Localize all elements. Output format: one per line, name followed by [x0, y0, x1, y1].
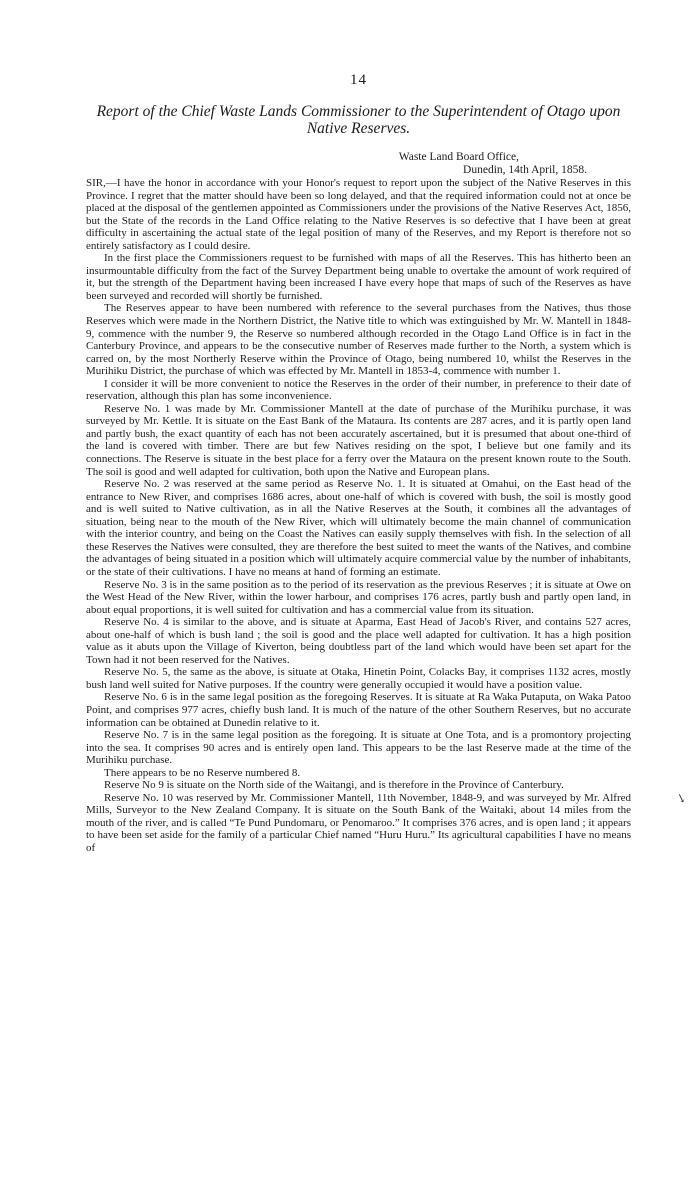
paragraph-reserve-1: Reserve No. 1 was made by Mr. Commissioner Mantell at the date of purchase of the Murihiku purchase, it was surveyed by Mr. Kettle. It is situate on the East Bank of the Mataura. Its contents are 287 acres, and it is partly open land and partly bush, the exact quantity of each has not been accurately ascertained, but it is presumed that about one-third of the land is covered with timber. There are but few Natives residing on the spot, I believe but one family and its connections. The Reserve is situate in the best place for a ferry over the Mataura on the present known route to the South. The soil is good and well adapted for cultivation, both upon the Native and European plans. [86, 402, 631, 478]
address-office: Waste Land Board Office, [398, 151, 519, 163]
paragraph-reserve-10: Reserve No. 10 was reserved by Mr. Commissioner Mantell, 11th November, 1848-9, and was surveyed by Mr. Alfred Mills, Surveyor to the New Zealand Company. It is situate on the South Bank of the Waitaki, about 14 miles from the mouth of the river, and is called “Te Pund Pundomaru, or Penomaroo.” It comprises 376 acres, and is open land ; it appears to have been set aside for the family of a particular Chief named “Huru Huru.” Its agricultural capabilities I have no means of [86, 791, 631, 854]
paragraph-reserve-4: Reserve No. 4 is similar to the above, and is situate at Aparma, East Head of Jacob's River, and contains 527 acres, about one-half of which is bush land ; the soil is good and the place well adapted for cultivation. It has a high position value as it abuts upon the Village of Kiverton, being doubtless part of the land which would have been set apart for the Town had it not been reserved for the Natives. [86, 616, 631, 666]
paragraph-reserve-7: Reserve No. 7 is in the same legal position as the foregoing. It is situate at One Tota, and is a promontory projecting into the sea. It comprises 90 acres and is entirely open land. This appears to be the last Reserve made at the time of the Murihiku purchase. [86, 729, 631, 767]
margin-tick-mark: ↘ [674, 789, 689, 807]
paragraph-reserve-8: There appears to be no Reserve numbered 8. [104, 766, 301, 779]
paragraph-reserve-5: Reserve No. 5, the same as the above, is situate at Otaka, Hinetin Point, Colacks Bay, it comprises 1132 acres, mostly bush land well suited for Native purposes. If the country were generally occupied it would have a position value. [86, 666, 631, 691]
paragraph-maps: In the first place the Commissioners request to be furnished with maps of all the Reserves. This has hitherto been an insurmountable difficulty from the fact of the Survey Department being unable to overtake the amount of work required of it, but the strength of the Department having been increased I have every hope that maps of such of the Reserves as have been surveyed and recorded will shortly be furnished. [86, 252, 631, 302]
paragraph-reserve-2: Reserve No. 2 was reserved at the same period as Reserve No. 1. It is situated at Omahui, on the East head of the entrance to New River, and comprises 1686 acres, about one-half of which is covered with bush, the soil is mostly good and is well suited to Native cultivation, as in all the Native Reserves at the South, it combines all the advantages of situation, being near to the mouth of the New River, which will ultimately become the main channel of communication with the interior country, and being on the Coast the Natives can easily supply themselves with fish. In the selection of all these Reserves the Natives were consulted, they are therefore the best suited to meet the wants of the Natives, and combine the advantages of being situated in a position which will ultimately acquire commercial value by the number of inhabitants, or the state of their cultivations. I have no means at hand of forming an estimate. [86, 478, 631, 578]
address-block [86, 151, 631, 177]
paragraph-reserve-6: Reserve No. 6 is in the same legal position as the foregoing Reserves. It is situate at Ra Waka Putaputa, on Waka Patoo Point, and comprises 977 acres, chiefly bush land. It is much of the nature of the other Southern Reserves, but no accurate information can be obtained at Dunedin relative to it. [86, 691, 631, 729]
address-date: Dunedin, 14th April, 1858. [463, 164, 587, 176]
paragraph-order: I consider it will be more convenient to notice the Reserves in the order of their number, in preference to their date of reservation, although this plan has some inconvenience. [86, 377, 631, 403]
paragraph-numbering: The Reserves appear to have been numbered with reference to the several purchases from the Natives, thus those Reserves which were made in the Northern District, the Native title to which was extinguished by Mr. W. Mantell in 1848-9, commence with the number 9, the Reserve so numbered although recorded in the Otago Land Office is in fact in the Canterbury Province, and appears to be the consecutive number of Reserves made further to the North, a system which is carred on, by the most Northerly Reserve within the Province of Otago, being numbered 10, whilst the Reserves in the Murihiku District, the purchase of which was effected by Mr. Mantell in 1853-4, commence with number 1. [86, 302, 631, 378]
paragraph-reserve-9: Reserve No 9 is situate on the North side of the Waitangi, and is therefore in the Province of Canterbury. [104, 779, 564, 792]
document-page [86, 72, 631, 855]
page-number: 14 [350, 72, 367, 88]
report-title: Report of the Chief Waste Lands Commissioner to the Superintendent of Otago upon Native Reserves. [96, 103, 621, 137]
paragraph-salutation: SIR,—I have the honor in accordance with your Honor's request to report upon the subject of the Native Reserves in this Province. I regret that the matter should have been so long delayed, and that the required information could not at once be placed at the disposal of the gentlemen appointed as Commissioners under the provisions of the Native Reserves Act, 1856, but the State of the records in the Land Office relating to the Native Reserves is so defective that I have been at great difficulty in ascertaining the actual state of the legal position of many of the Reserves, and my Report is therefore not so entirely satisfactory as I could desire. [86, 177, 631, 252]
report-body [86, 177, 631, 855]
paragraph-reserve-3: Reserve No. 3 is in the same position as to the period of its reservation as the previous Reserves ; it is situate at Owe on the West Head of the New River, within the lower harbour, and comprises 176 acres, partly bush and partly open land, in about equal proportions, it is well suited for cultivation and has a commercial value from its situation. [86, 578, 631, 616]
